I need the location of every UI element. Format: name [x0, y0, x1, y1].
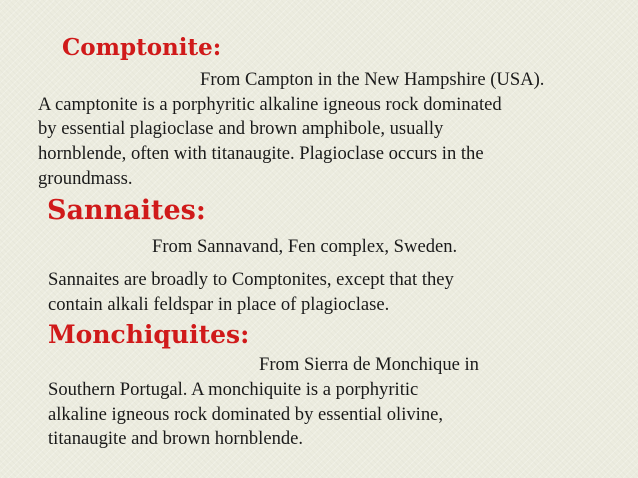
section-heading: Comptonite:	[62, 34, 222, 61]
body-line: Sannaites are broadly to Comptonites, except that they	[48, 269, 454, 290]
body-line: by essential plagioclase and brown amphibole, usually	[38, 118, 444, 139]
body-line: titanaugite and brown hornblende.	[48, 428, 304, 449]
body-line: hornblende, often with titanaugite. Plagioclase occurs in the	[38, 143, 484, 164]
origin-line: From Sierra de Monchique in	[259, 354, 479, 375]
body-line: Southern Portugal. A monchiquite is a porphyritic	[48, 379, 419, 400]
body-line: groundmass.	[38, 168, 133, 189]
section-heading: Monchiquites:	[48, 320, 250, 349]
body-line: alkaline igneous rock dominated by essential olivine,	[48, 404, 444, 425]
body-line: contain alkali feldspar in place of plagioclase.	[48, 294, 390, 315]
section-heading: Sannaites:	[47, 195, 206, 226]
body-line: A camptonite is a porphyritic alkaline igneous rock dominated	[38, 94, 502, 115]
origin-line: From Campton in the New Hampshire (USA).	[200, 69, 545, 90]
origin-line: From Sannavand, Fen complex, Sweden.	[152, 236, 458, 257]
